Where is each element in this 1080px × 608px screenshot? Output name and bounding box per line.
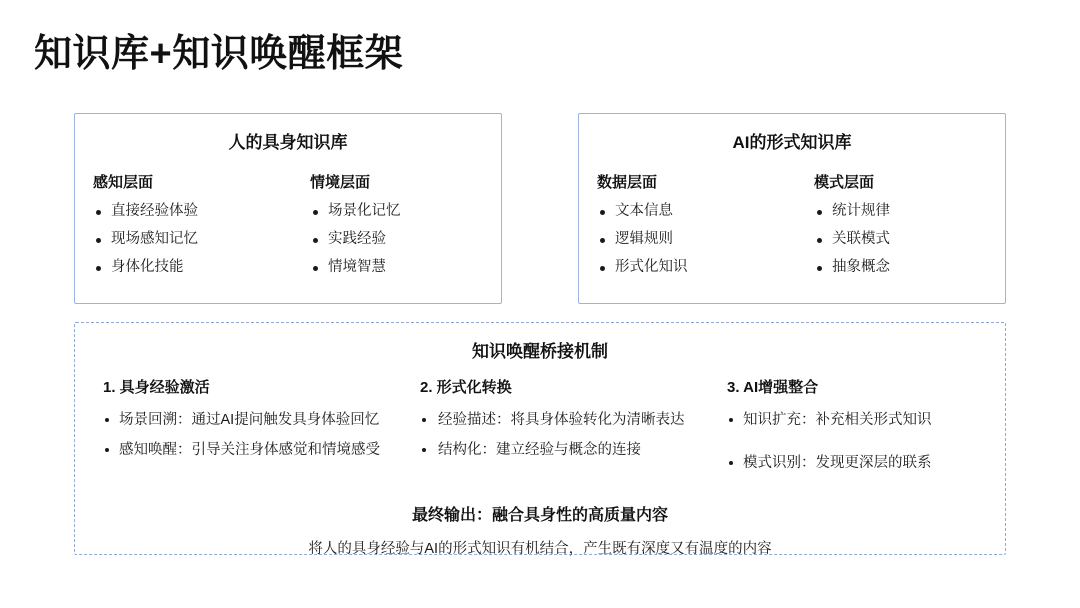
list-item: 关联模式 [814, 232, 987, 248]
list-item: 知识扩充：补充相关形式知识 [727, 410, 989, 431]
list-item: 身体化技能 [93, 260, 288, 276]
list-item: 情境智慧 [310, 260, 483, 276]
bridge-steps [91, 376, 989, 496]
list-item: 抽象概念 [814, 260, 987, 276]
panel-ai-formal-knowledge [578, 113, 1006, 304]
panel-columns [93, 171, 483, 288]
panel-column-data [597, 171, 792, 288]
bridge-mechanism-panel [74, 322, 1006, 558]
column-heading: 感知层面 [93, 174, 154, 191]
step-heading: 1. 具身经验激活 [103, 379, 210, 396]
list-item: 实践经验 [310, 232, 483, 248]
list-item: 结构化：建立经验与概念的连接 [420, 440, 716, 461]
list-item: 经验描述：将具身体验转化为清晰表达 [420, 410, 716, 431]
panel-columns [597, 171, 987, 288]
step-heading: 2. 形式化转换 [420, 379, 512, 396]
final-output-heading: 最终输出：融合具身性的高质量内容 [411, 507, 668, 525]
column-heading: 情境层面 [310, 174, 371, 191]
knowledge-base-panels [74, 113, 1006, 304]
bridge-step-3 [717, 376, 989, 496]
bullet-list [93, 204, 288, 276]
list-item: 感知唤醒：引导关注身体感觉和情境感受 [103, 440, 403, 461]
step-heading: 3. AI增强整合 [727, 379, 819, 396]
step-list [727, 410, 989, 474]
panel-column-perception [93, 171, 288, 288]
list-item: 模式识别：发现更深层的联系 [727, 453, 989, 474]
panel-title: AI的形式知识库 [732, 133, 852, 152]
bullet-list [814, 204, 987, 276]
list-item: 直接经验体验 [93, 204, 288, 220]
list-item: 文本信息 [597, 204, 792, 220]
panel-column-context [288, 171, 483, 288]
panel-human-embodied-knowledge [74, 113, 502, 304]
list-item: 现场感知记忆 [93, 232, 288, 248]
list-item: 场景回溯：通过AI提问触发具身体验回忆 [103, 410, 403, 431]
panel-title: 人的具身知识库 [228, 133, 348, 152]
step-list [420, 410, 716, 461]
bridge-step-2 [404, 376, 716, 496]
list-item: 场景化记忆 [310, 204, 483, 220]
bullet-list [597, 204, 792, 276]
list-item: 形式化知识 [597, 260, 792, 276]
bridge-title: 知识唤醒桥接机制 [472, 342, 608, 361]
bullet-list [310, 204, 483, 276]
list-item: 逻辑规则 [597, 232, 792, 248]
page-title: 知识库+知识唤醒框架 [34, 33, 404, 75]
list-item: 统计规律 [814, 204, 987, 220]
final-output-text: 将人的具身经验与AI的形式知识有机结合，产生既有深度又有温度的内容 [308, 541, 772, 558]
panel-column-pattern [792, 171, 987, 288]
bridge-step-1 [91, 376, 403, 496]
column-heading: 数据层面 [597, 174, 658, 191]
column-heading: 模式层面 [814, 174, 875, 191]
step-list [103, 410, 403, 461]
